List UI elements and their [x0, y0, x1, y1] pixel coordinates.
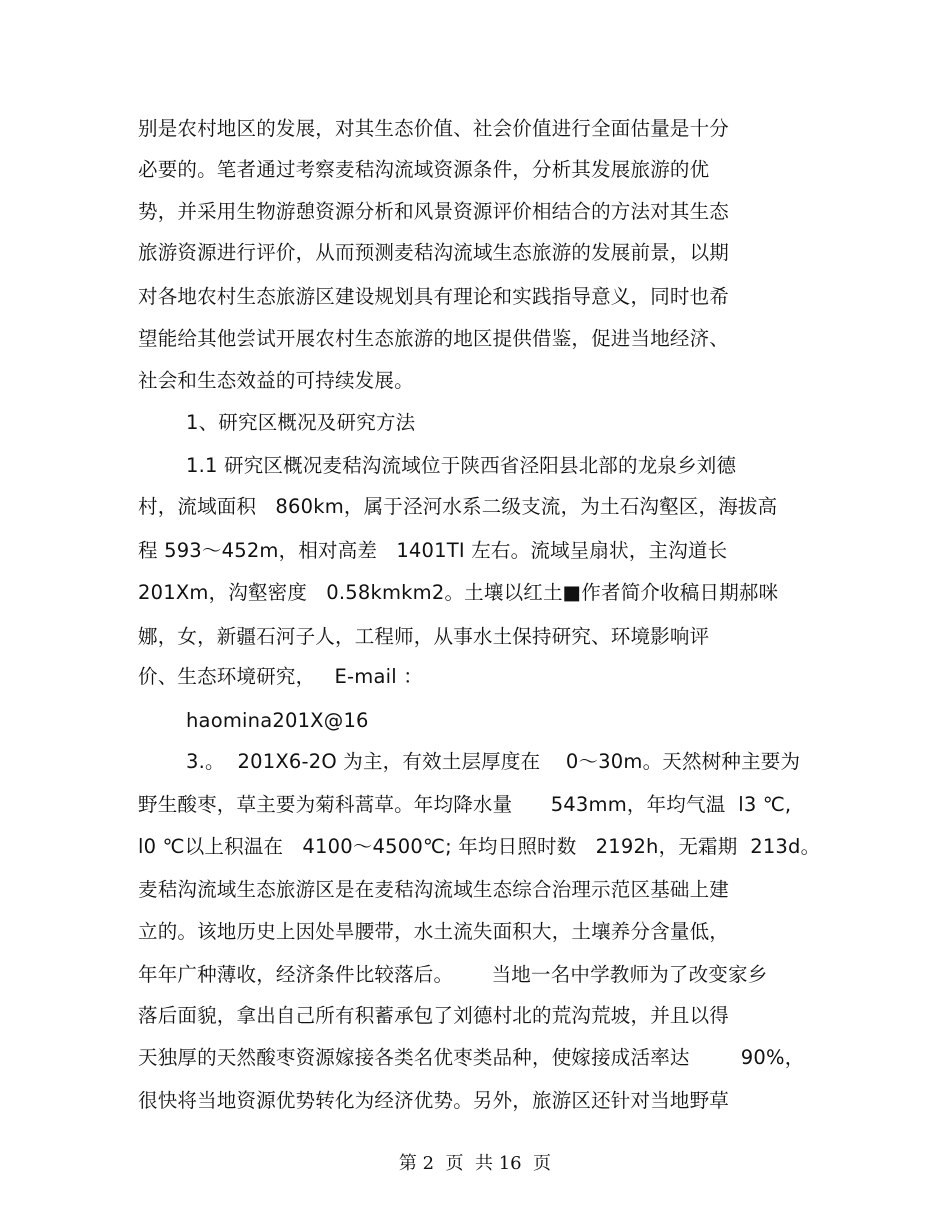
body-text-line: l0 ℃以上积温在 4100～4500℃; 年均日照时数 2192h，无霜期 213d。 [138, 835, 821, 858]
body-text-line: 麦秸沟流域生态旅游区是在麦秸沟流域生态综合治理示范区基础上建 [138, 878, 730, 901]
body-text-line: 野生酸枣，草主要为菊科蒿草。年均降水量 543mm，年均气温 l3 ℃, [138, 793, 792, 816]
body-text-line: 社会和生态效益的可持续发展。 [138, 369, 414, 392]
body-text-line: 3.。 201X6-2O 为主，有效土层厚度在 0～30m。天然树种主要为 [186, 750, 801, 773]
body-text-line: 落后面貌，拿出自己所有积蓄承包了刘德村北的荒沟荒坡，并且以得 [138, 1004, 730, 1027]
subsection-paragraph-start: 1.1 研究区概况麦秸沟流域位于陕西省泾阳县北部的龙泉乡刘德 [186, 454, 737, 477]
body-text-line: 对各地农村生态旅游区建设规划具有理论和实践指导意义，同时也希 [138, 285, 730, 308]
body-text-line: 很快将当地资源优势转化为经济优势。另外，旅游区还针对当地野草 [138, 1089, 730, 1112]
body-text-line: 立的。该地历史上因处旱腰带，水土流失面积大，土壤养分含量低， [138, 920, 730, 943]
body-text-line: 201Xm，沟壑密度 0.58kmkm2。土壤以红土■作者简介收稿日期郝咪 [138, 581, 779, 604]
body-text-line: 必要的。笔者通过考察麦秸沟流域资源条件，分析其发展旅游的优 [138, 158, 710, 181]
body-text-line: 旅游资源进行评价，从而预测麦秸沟流域生态旅游的发展前景，以期 [138, 241, 730, 264]
body-text-line: 年年广种薄收，经济条件比较落后。 当地一名中学教师为了改变家乡 [138, 963, 768, 986]
body-text-line: 价、生态环境研究， E-mail ： [138, 665, 423, 688]
body-text-line: 势，并采用生物游憩资源分析和风景资源评价相结合的方法对其生态 [138, 200, 730, 223]
body-text-line: 娜，女，新疆石河子人，工程师，从事水土保持研究、环境影响评 [138, 625, 710, 648]
email-text: haomina201X@16 [186, 709, 369, 732]
body-text-line: 程 593～452m，相对高差 1401TI 左右。流域呈扇状，主沟道长 [138, 539, 728, 562]
body-text-line: 天独厚的天然酸枣资源嫁接各类名优枣类品种，使嫁接成活率达 90%， [138, 1046, 805, 1069]
page-number-footer: 第 2 页 共 16 页 [398, 1153, 552, 1174]
section-heading: 1、研究区概况及研究方法 [186, 411, 416, 434]
body-text-line: 别是农村地区的发展，对其生态价值、社会价值进行全面估量是十分 [138, 117, 730, 140]
body-text-line: 望能给其他尝试开展农村生态旅游的地区提供借鉴，促进当地经济、 [138, 327, 730, 350]
body-text-line: 村，流域面积 860km，属于泾河水系二级支流，为土石沟壑区，海拔高 [138, 495, 778, 518]
